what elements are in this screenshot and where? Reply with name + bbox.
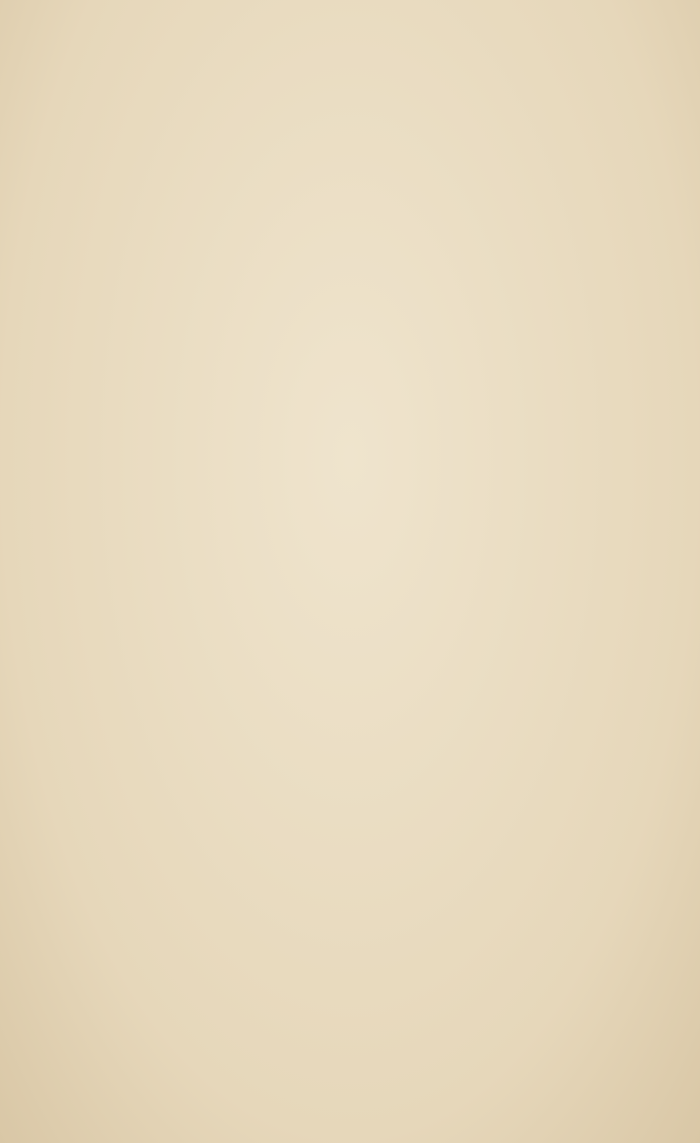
page-footer (0, 1023, 700, 1047)
page-header (0, 26, 700, 66)
